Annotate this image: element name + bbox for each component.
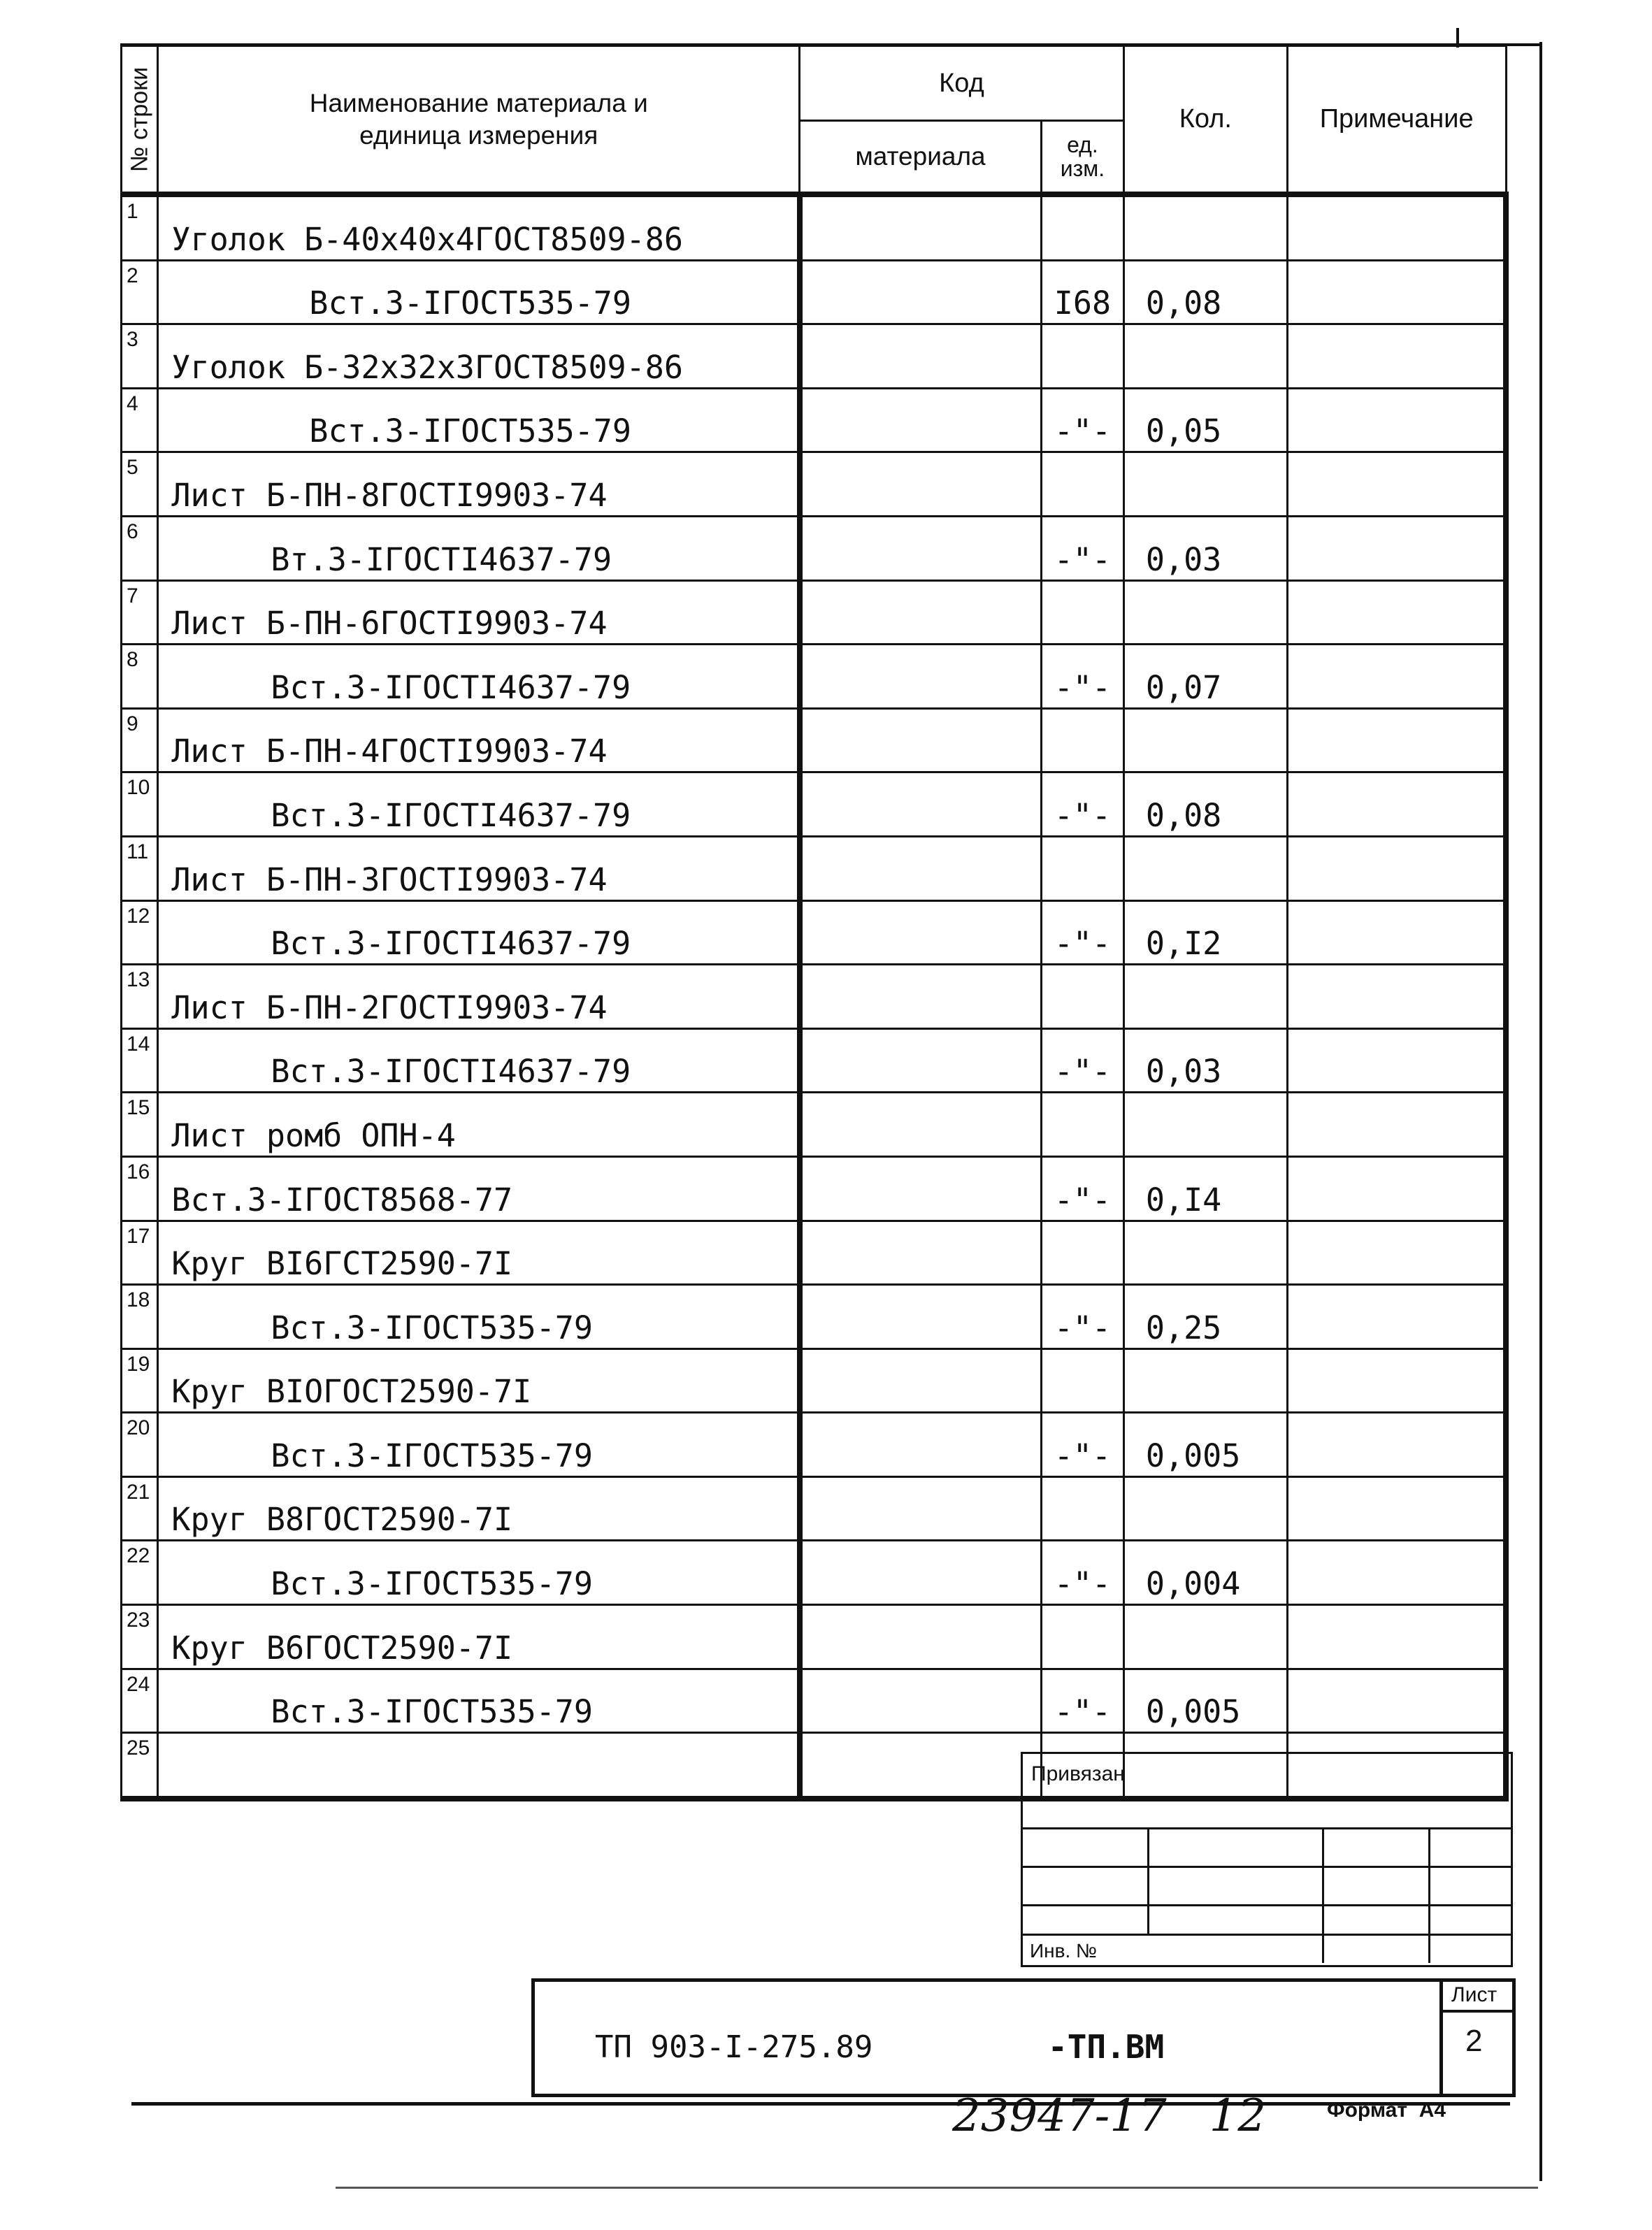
note-cell — [1287, 1413, 1506, 1477]
row-number: 25 — [127, 1736, 150, 1760]
row-number: 10 — [127, 776, 150, 800]
material-code-cell — [800, 1669, 1042, 1733]
note-cell — [1287, 965, 1506, 1029]
material-code-cell — [800, 1156, 1042, 1221]
material-name: Лист Б-ПН-8ГОСТI9903-74 — [171, 476, 608, 514]
material-name-cell — [158, 452, 800, 517]
bottom-rule — [131, 2102, 1510, 2106]
note-cell — [1287, 324, 1506, 389]
quantity-cell — [1123, 965, 1287, 1029]
table-row — [122, 260, 1507, 324]
scan-edge-line — [336, 2187, 1538, 2189]
material-code-cell — [800, 645, 1042, 709]
row-number-cell — [122, 580, 158, 645]
row-number: 23 — [127, 1609, 150, 1632]
sheet-divider — [1443, 2010, 1516, 2013]
table-row — [122, 194, 1507, 260]
quantity: 0,005 — [1145, 1437, 1241, 1474]
note-cell — [1287, 1541, 1506, 1605]
header-row-number-label: № строки — [126, 66, 153, 172]
handwritten-number: 23947-17 12 — [952, 2090, 1267, 2142]
linked-grid-line-3 — [1023, 1934, 1511, 1936]
note-cell — [1287, 1028, 1506, 1093]
header-row-number — [122, 46, 158, 195]
unit-code-cell — [1041, 1541, 1123, 1605]
material-name-cell — [158, 1221, 800, 1285]
note-cell — [1287, 580, 1506, 645]
row-number-cell — [122, 1285, 158, 1349]
material-code-cell — [800, 260, 1042, 324]
material-name: Вст.3-IГОСТ535-79 — [271, 1565, 593, 1603]
row-number: 5 — [127, 456, 138, 480]
table-row — [122, 452, 1507, 517]
material-name: Вст.3-IГОСТ535-79 — [271, 1309, 593, 1346]
sheet-label: Лист — [1451, 1983, 1497, 2006]
row-number-cell — [122, 1541, 158, 1605]
material-name: Вст.3-IГОСТI4637-79 — [271, 925, 631, 963]
unit-code-cell — [1041, 1348, 1123, 1413]
header-code: Код — [800, 46, 1124, 121]
note-cell — [1287, 1669, 1506, 1733]
note-cell — [1287, 1285, 1506, 1349]
unit-code-cell — [1041, 1221, 1123, 1285]
row-number: 13 — [127, 968, 150, 992]
material-code-cell — [800, 965, 1042, 1029]
row-number: 22 — [127, 1544, 150, 1568]
header-name-line1: Наименование материала и — [309, 88, 648, 117]
row-number-cell — [122, 965, 158, 1029]
quantity: 0,03 — [1145, 540, 1222, 578]
material-code-cell — [800, 324, 1042, 389]
row-number: 15 — [127, 1096, 150, 1120]
table-row — [122, 645, 1507, 709]
material-name-cell — [158, 1093, 800, 1157]
format-label: Формат А4 — [1327, 2099, 1446, 2122]
row-number: 8 — [127, 648, 138, 672]
inventory-number-label: Инв. № — [1030, 1940, 1098, 1962]
row-number-cell — [122, 772, 158, 837]
material-name-cell — [158, 580, 800, 645]
material-name-cell — [158, 1285, 800, 1349]
header-unit-line1: ед. — [1067, 132, 1098, 157]
note-cell — [1287, 836, 1506, 900]
material-code-cell — [800, 452, 1042, 517]
quantity: 0,07 — [1145, 668, 1222, 706]
material-name: Вст.3-IГОСТI4637-79 — [271, 796, 631, 834]
table-row — [122, 708, 1507, 772]
table-row — [122, 1156, 1507, 1221]
header-name-line2: единица измерения — [359, 120, 598, 150]
unit-code-cell — [1041, 516, 1123, 580]
unit-code-cell — [1041, 1028, 1123, 1093]
note-cell — [1287, 708, 1506, 772]
quantity-cell — [1123, 1669, 1287, 1733]
note-cell — [1287, 645, 1506, 709]
note-cell — [1287, 1221, 1506, 1285]
quantity: 0,005 — [1145, 1693, 1241, 1731]
quantity-cell — [1123, 1541, 1287, 1605]
unit-code: -"- — [1054, 1693, 1112, 1731]
material-name: Круг В6ГОСТ2590-7I — [171, 1629, 513, 1667]
quantity-cell — [1123, 452, 1287, 517]
unit-code-cell — [1041, 260, 1123, 324]
header-code-material: материала — [800, 121, 1042, 195]
material-name: Лист Б-ПН-3ГОСТI9903-74 — [171, 861, 608, 898]
table-row — [122, 900, 1507, 965]
material-code-cell — [800, 900, 1042, 965]
header-material-name — [158, 46, 800, 195]
row-number: 11 — [127, 840, 149, 863]
linked-col-1 — [1147, 1827, 1149, 1934]
material-name-cell — [158, 1669, 800, 1733]
material-code-cell — [800, 1028, 1042, 1093]
material-name: Круг ВIОГОСТ2590-7I — [171, 1373, 532, 1411]
material-name-cell — [158, 1605, 800, 1669]
material-name-cell — [158, 1476, 800, 1541]
material-code-cell — [800, 1605, 1042, 1669]
unit-code: -"- — [1054, 412, 1112, 450]
materials-table — [120, 45, 1509, 1801]
quantity: 0,I2 — [1145, 925, 1222, 963]
row-number-cell — [122, 260, 158, 324]
row-number: 18 — [127, 1288, 150, 1312]
note-cell — [1287, 900, 1506, 965]
unit-code-cell — [1041, 324, 1123, 389]
table-row — [122, 1285, 1507, 1349]
quantity-cell — [1123, 836, 1287, 900]
unit-code-cell — [1041, 1476, 1123, 1541]
table-row — [122, 1093, 1507, 1157]
row-number: 16 — [127, 1160, 150, 1184]
row-number: 3 — [127, 328, 138, 352]
linked-grid-line-1 — [1023, 1866, 1511, 1868]
material-code-cell — [800, 1348, 1042, 1413]
header-unit-line2: изм. — [1060, 156, 1105, 181]
row-number: 12 — [127, 904, 150, 928]
unit-code: -"- — [1054, 1181, 1112, 1218]
material-name-cell — [158, 1733, 800, 1799]
unit-code-cell — [1041, 965, 1123, 1029]
material-name-cell — [158, 324, 800, 389]
material-name: Вст.3-IГОСТ8568-77 — [171, 1181, 513, 1218]
row-number: 20 — [127, 1416, 150, 1440]
unit-code: -"- — [1054, 1565, 1112, 1603]
unit-code-cell — [1041, 194, 1123, 260]
row-number-cell — [122, 1413, 158, 1477]
material-code-cell — [800, 1476, 1042, 1541]
header-code-unit — [1041, 121, 1123, 195]
material-name: Лист Б-ПН-4ГОСТI9903-74 — [171, 733, 608, 770]
table-row — [122, 1541, 1507, 1605]
row-number-cell — [122, 1093, 158, 1157]
table-row — [122, 1476, 1507, 1541]
material-name: Вст.3-IГОСТ535-79 — [309, 412, 631, 450]
row-number-cell — [122, 194, 158, 260]
note-cell — [1287, 1093, 1506, 1157]
material-name-cell — [158, 1156, 800, 1221]
material-name-cell — [158, 965, 800, 1029]
note-cell — [1287, 260, 1506, 324]
unit-code-cell — [1041, 1156, 1123, 1221]
material-name: Вст.3-IГОСТ535-79 — [309, 285, 631, 322]
linked-grid-line-2 — [1023, 1904, 1511, 1906]
material-code-cell — [800, 388, 1042, 452]
row-number-cell — [122, 1221, 158, 1285]
table-row — [122, 772, 1507, 837]
quantity-cell — [1123, 1476, 1287, 1541]
unit-code: -"- — [1054, 1053, 1112, 1091]
row-number: 17 — [127, 1224, 150, 1248]
row-number-cell — [122, 1028, 158, 1093]
quantity-cell — [1123, 324, 1287, 389]
material-name-cell — [158, 1541, 800, 1605]
material-name: Лист ромб ОПН-4 — [171, 1116, 456, 1154]
unit-code-cell — [1041, 452, 1123, 517]
unit-code-cell — [1041, 708, 1123, 772]
linked-col-2 — [1322, 1827, 1324, 1963]
unit-code-cell — [1041, 1669, 1123, 1733]
table-row — [122, 1028, 1507, 1093]
material-code-cell — [800, 1413, 1042, 1477]
material-name-cell — [158, 772, 800, 837]
quantity: 0,05 — [1145, 412, 1222, 450]
linked-label: Привязан — [1031, 1762, 1125, 1785]
linked-block — [1021, 1752, 1513, 1967]
material-code-cell — [800, 1733, 1042, 1799]
row-number-cell — [122, 516, 158, 580]
material-name: Вст.3-IГОСТI4637-79 — [271, 668, 631, 706]
material-name-cell — [158, 1348, 800, 1413]
row-number-cell — [122, 836, 158, 900]
material-code-cell — [800, 1221, 1042, 1285]
note-cell — [1287, 1605, 1506, 1669]
document-code: ТП 903-I-275.89 — [595, 2029, 873, 2065]
quantity: 0,25 — [1145, 1309, 1222, 1346]
unit-code-cell — [1041, 645, 1123, 709]
material-code-cell — [800, 194, 1042, 260]
note-cell — [1287, 516, 1506, 580]
quantity-cell — [1123, 1221, 1287, 1285]
table-row — [122, 580, 1507, 645]
note-cell — [1287, 1156, 1506, 1221]
quantity-cell — [1123, 645, 1287, 709]
material-code-cell — [800, 772, 1042, 837]
sheet-cell — [1439, 1982, 1516, 2094]
unit-code: -"- — [1054, 796, 1112, 834]
material-name-cell — [158, 1413, 800, 1477]
material-name-cell — [158, 516, 800, 580]
table-row — [122, 516, 1507, 580]
material-name-cell — [158, 1028, 800, 1093]
material-code-cell — [800, 580, 1042, 645]
material-name: Лист Б-ПН-2ГОСТI9903-74 — [171, 988, 608, 1026]
row-number: 1 — [127, 200, 138, 223]
unit-code-cell — [1041, 1093, 1123, 1157]
document-title-block — [531, 1978, 1516, 2097]
table-row — [122, 836, 1507, 900]
row-number-cell — [122, 1156, 158, 1221]
note-cell — [1287, 194, 1506, 260]
material-name-cell — [158, 836, 800, 900]
material-name: Вст.3-IГОСТ535-79 — [271, 1437, 593, 1474]
sheet-number: 2 — [1465, 2024, 1483, 2058]
material-name: Уголок Б-32х32х3ГОСТ8509-86 — [171, 348, 683, 386]
row-number: 21 — [127, 1480, 150, 1504]
material-code-cell — [800, 708, 1042, 772]
table-row — [122, 965, 1507, 1029]
note-cell — [1287, 1476, 1506, 1541]
row-number-cell — [122, 645, 158, 709]
linked-divider — [1023, 1827, 1511, 1829]
row-number-cell — [122, 324, 158, 389]
material-name: Вт.3-IГОСТI4637-79 — [271, 540, 612, 578]
quantity: 0,I4 — [1145, 1181, 1222, 1218]
table-row — [122, 1605, 1507, 1669]
note-cell — [1287, 772, 1506, 837]
table-row — [122, 1221, 1507, 1285]
row-number-cell — [122, 900, 158, 965]
row-number: 6 — [127, 519, 138, 543]
unit-code-cell — [1041, 1285, 1123, 1349]
material-name-cell — [158, 194, 800, 260]
row-number-cell — [122, 1669, 158, 1733]
row-number-cell — [122, 1733, 158, 1799]
quantity-cell — [1123, 1285, 1287, 1349]
material-name: Вст.3-IГОСТ535-79 — [271, 1693, 593, 1731]
quantity-cell — [1123, 1605, 1287, 1669]
unit-code: -"- — [1054, 540, 1112, 578]
quantity-cell — [1123, 1413, 1287, 1477]
row-number-cell — [122, 452, 158, 517]
unit-code: -"- — [1054, 668, 1112, 706]
row-number: 24 — [127, 1672, 150, 1696]
unit-code-cell — [1041, 900, 1123, 965]
quantity-cell — [1123, 194, 1287, 260]
material-name: Вст.3-IГОСТI4637-79 — [271, 1053, 631, 1091]
row-number: 19 — [127, 1352, 150, 1376]
quantity-cell — [1123, 1156, 1287, 1221]
material-code-cell — [800, 1093, 1042, 1157]
header-note: Примечание — [1287, 46, 1506, 195]
note-cell — [1287, 1348, 1506, 1413]
row-number: 7 — [127, 584, 138, 607]
material-code-cell — [800, 836, 1042, 900]
row-number-cell — [122, 1476, 158, 1541]
material-code-cell — [800, 516, 1042, 580]
unit-code-cell — [1041, 388, 1123, 452]
material-name: Круг В8ГОСТ2590-7I — [171, 1501, 513, 1539]
quantity: 0,08 — [1145, 285, 1222, 322]
quantity-cell — [1123, 772, 1287, 837]
row-number-cell — [122, 1605, 158, 1669]
quantity-cell — [1123, 1348, 1287, 1413]
material-code-cell — [800, 1285, 1042, 1349]
unit-code: -"- — [1054, 1309, 1112, 1346]
quantity-cell — [1123, 260, 1287, 324]
table-row — [122, 388, 1507, 452]
quantity-cell — [1123, 1028, 1287, 1093]
row-number: 14 — [127, 1032, 150, 1056]
quantity: 0,004 — [1145, 1565, 1241, 1603]
unit-code: I68 — [1054, 285, 1112, 322]
quantity-cell — [1123, 1093, 1287, 1157]
row-number-cell — [122, 708, 158, 772]
header-quantity: Кол. — [1123, 46, 1287, 195]
material-name: Лист Б-ПН-6ГОСТI9903-74 — [171, 605, 608, 642]
quantity: 0,03 — [1145, 1053, 1222, 1091]
quantity: 0,08 — [1145, 796, 1222, 834]
row-number: 4 — [127, 391, 138, 415]
material-code-cell — [800, 1541, 1042, 1605]
row-number: 2 — [127, 264, 138, 287]
note-cell — [1287, 388, 1506, 452]
quantity-cell — [1123, 708, 1287, 772]
unit-code-cell — [1041, 836, 1123, 900]
document-suffix: -ТП.ВМ — [1048, 2028, 1165, 2066]
unit-code-cell — [1041, 580, 1123, 645]
table-row — [122, 1348, 1507, 1413]
material-name: Уголок Б-40х40х4ГОСТ8509-86 — [171, 220, 683, 258]
material-name-cell — [158, 645, 800, 709]
quantity-cell — [1123, 388, 1287, 452]
unit-code-cell — [1041, 772, 1123, 837]
unit-code: -"- — [1054, 925, 1112, 963]
material-name: Круг ВI6ГСТ2590-7I — [171, 1245, 513, 1283]
material-name-cell — [158, 708, 800, 772]
page-border-right — [1539, 42, 1542, 2181]
row-number: 9 — [127, 712, 138, 735]
row-number-cell — [122, 388, 158, 452]
unit-code: -"- — [1054, 1437, 1112, 1474]
quantity-cell — [1123, 580, 1287, 645]
table-row — [122, 1413, 1507, 1477]
row-number-cell — [122, 1348, 158, 1413]
note-cell — [1287, 452, 1506, 517]
unit-code-cell — [1041, 1605, 1123, 1669]
linked-col-3 — [1428, 1827, 1430, 1963]
material-name-cell — [158, 260, 800, 324]
material-name-cell — [158, 900, 800, 965]
quantity-cell — [1123, 516, 1287, 580]
table-row — [122, 324, 1507, 389]
table-row — [122, 1669, 1507, 1733]
unit-code-cell — [1041, 1413, 1123, 1477]
material-name-cell — [158, 388, 800, 452]
quantity-cell — [1123, 900, 1287, 965]
